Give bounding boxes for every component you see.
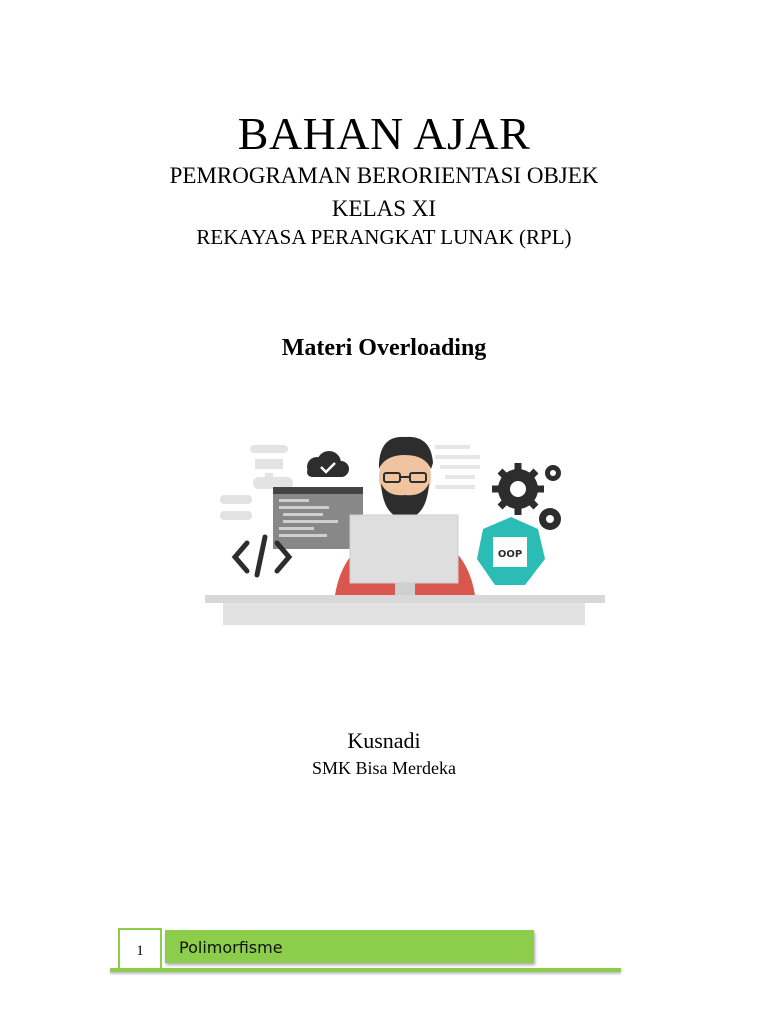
grade-label: KELAS XI xyxy=(331,196,437,221)
cover-title: BAHAN AJAR xyxy=(237,108,531,159)
subject-title: PEMROGRAMAN BERORIENTASI OBJEK xyxy=(169,163,599,188)
cloud-check-icon xyxy=(307,451,349,477)
section-label: Polimorfisme xyxy=(179,938,283,957)
desk-icon xyxy=(205,595,605,625)
oop-badge-text: OOP xyxy=(497,549,523,560)
programmer-illustration xyxy=(195,425,615,635)
page-number: 1 xyxy=(118,928,162,972)
author-name: Kusnadi xyxy=(347,728,421,753)
computer-monitor-icon xyxy=(350,515,458,595)
section-tab xyxy=(165,930,534,963)
gears-icon xyxy=(492,463,561,530)
topic-title: Materi Overloading xyxy=(281,335,487,361)
school-name: SMK Bisa Merdeka xyxy=(312,758,456,778)
program-label: REKAYASA PERANGKAT LUNAK (RPL) xyxy=(196,225,572,249)
footer-divider xyxy=(110,968,621,972)
oop-badge-icon xyxy=(477,517,545,585)
